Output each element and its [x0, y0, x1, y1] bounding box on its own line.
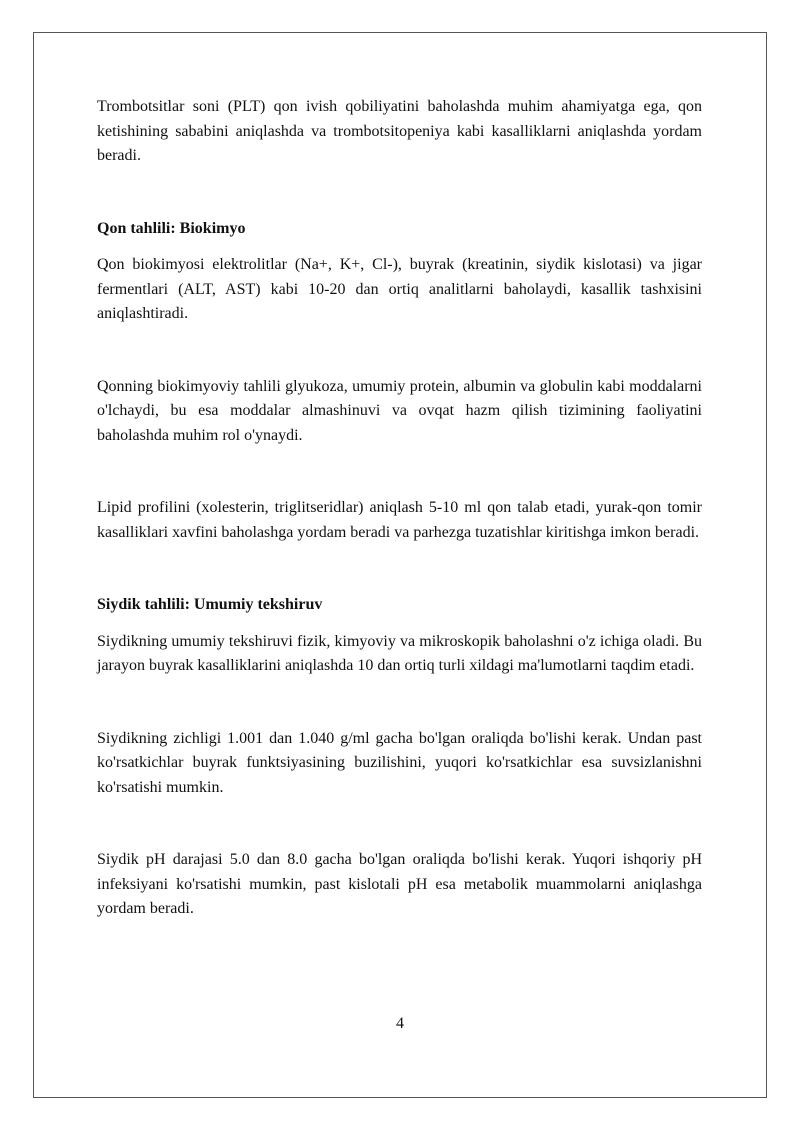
paragraph-urine-ph: Siydik pH darajasi 5.0 dan 8.0 gacha bo'lgan oraliqda bo'lishi kerak. Yuqori ishqoriy pH infeksiyani ko'rsatishi mumkin, past kislotali pH esa metabolik muammolarni aniqlashga yordam beradi. [97, 851, 702, 917]
page-number: 4 [396, 1015, 404, 1032]
paragraph-urine-density: Siydikning zichligi 1.001 dan 1.040 g/ml gacha bo'lgan oraliqda bo'lishi kerak. Undan past ko'rsatkichlar buyrak funktsiyasining buzilishini, yuqori ko'rsatkichlar esa suvsizlanishni ko'rsatishi mumkin. [97, 729, 702, 796]
paragraph-biochemical-analysis: Qonning biokimyoviy tahlili glyukoza, umumiy protein, albumin va globulin kabi moddalarni o'lchaydi, bu esa moddalar almashinuvi va ovqat hazm qilish tizimining faoliyatini baholashda muhim rol o'ynaydi. [97, 377, 702, 444]
paragraph-lipid-profile: Lipid profilini (xolesterin, triglitseridlar) aniqlash 5-10 ml qon talab etadi, yurak-qon tomir kasalliklari xavfini baholashga yordam beradi va parhezga tuzatishlar kiritishga imkon beradi. [97, 499, 702, 541]
heading-blood-biochemistry: Qon tahlili: Biokimyo [97, 219, 246, 237]
paragraph-urine-general: Siydikning umumiy tekshiruvi fizik, kimyoviy va mikroskopik baholashni o'z ichiga oladi. Bu jarayon buyrak kasalliklarini aniqlashda 10 dan ortiq turli xildagi ma'lumotlarni taqdim etadi. [97, 632, 702, 674]
paragraph-platelets: Trombotsitlar soni (PLT) qon ivish qobiliyatini baholashda muhim ahamiyatga ega, qon ketishining sababini aniqlashda va trombotsitopeniya kabi kasalliklarni aniqlashda yordam beradi. [97, 98, 702, 164]
paragraph-blood-biochemistry: Qon biokimyosi elektrolitlar (Na+, K+, Cl-), buyrak (kreatinin, siydik kislotasi) va jigar fermentlari (ALT, AST) kabi 10-20 dan ortiq analitlarni baholaydi, kasallik tashxisini aniqlashtiradi. [97, 256, 702, 322]
heading-urine-analysis: Siydik tahlili: Umumiy tekshiruv [97, 596, 323, 613]
page-content [97, 95, 702, 922]
